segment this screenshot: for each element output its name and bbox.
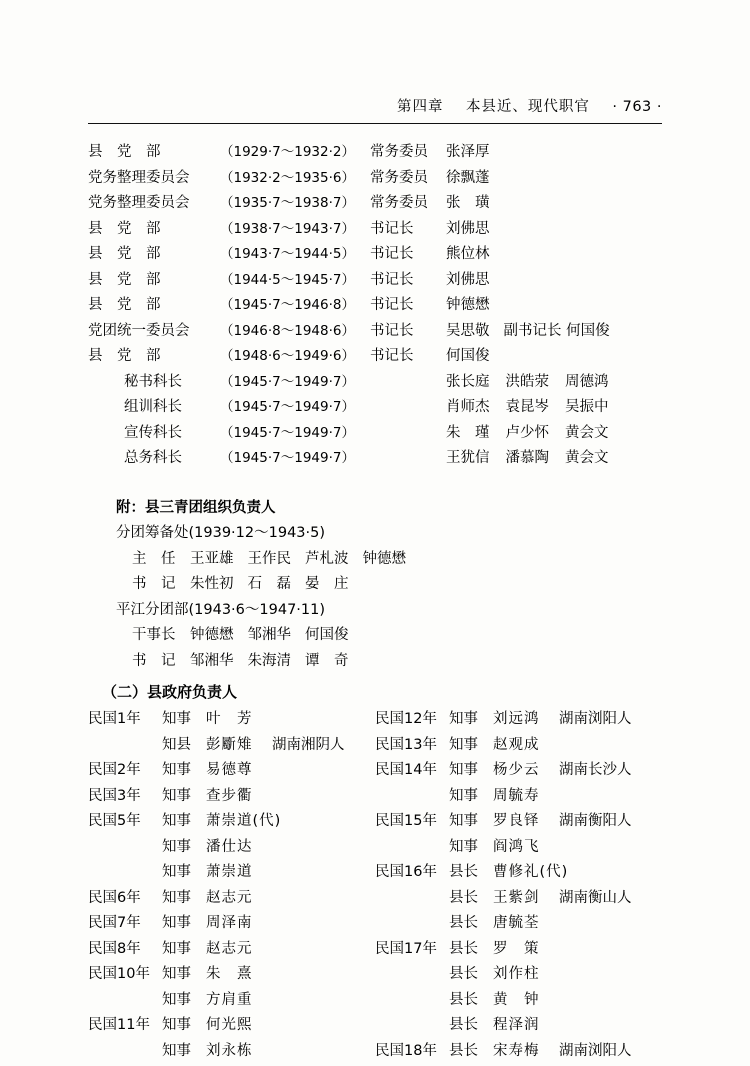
person-name: 吴振中 [565,399,609,415]
org-period: （1935·7～1938·7） [220,195,355,211]
appendix-row [88,649,662,675]
page-content [88,140,662,1064]
list-item [88,758,375,784]
person-name: 朱性初 [190,576,234,592]
person-name: 谭 奇 [305,652,349,669]
gov-origin: 湖南长沙人 [559,762,632,778]
org-name: 秘书科长 [124,373,182,390]
gov-year: 民国6年 [88,889,141,906]
org-name: 县 党 部 [88,271,161,288]
person-name: 何国俊 [446,348,490,364]
org-name: 总务科长 [124,450,182,466]
gov-origin: 湖南衡阳人 [559,813,632,829]
gov-origin: 湖南衡山人 [559,889,632,906]
org-title: 常务委员 [370,144,428,160]
gov-column-right [375,707,662,1064]
table-row [88,293,662,319]
gov-person-name: 宋寿梅 [493,1042,540,1059]
person-name: 洪皓荥 [505,373,549,390]
list-item [375,707,662,733]
gov-title: 知事 [449,736,478,753]
appendix-role-label: 书 记 [132,576,176,592]
table-row [88,395,662,421]
gov-title: 知事 [162,940,191,957]
appendix-names [190,551,406,567]
list-item [88,860,375,886]
party-organization-table [88,140,662,472]
appendix-role-label: 书 记 [132,652,176,669]
person-name: 芦札波 [305,550,349,567]
org-name: 县 党 部 [88,246,161,262]
gov-year: 民国18年 [375,1042,437,1059]
gov-title: 知事 [162,966,191,982]
header-title [397,95,662,116]
person-name: 潘慕陶 [505,450,549,466]
table-row [88,217,662,243]
header-rule [88,123,662,124]
org-people [446,293,490,318]
org-name: 党务整理委员会 [88,169,190,186]
gov-person-name: 方肩重 [206,991,253,1008]
org-name: 宣传科长 [124,424,182,441]
table-row [88,319,662,345]
table-row [88,191,662,217]
page-header [88,95,662,125]
gov-person-name: 黄 钟 [493,991,540,1008]
person-name: 张 璜 [446,195,490,211]
table-row [88,370,662,396]
person-name: 邹湘华 [247,627,291,643]
org-title: 书记长 [370,348,414,364]
gov-person-name: 杨少云 [493,762,540,778]
gov-title: 知事 [162,787,191,804]
person-name: 王作民 [247,550,291,567]
person-name: 邹湘华 [190,652,234,669]
gov-title: 知县 [162,736,191,753]
person-name: 晏 庄 [305,576,349,592]
org-people [446,242,490,267]
table-row [88,446,662,472]
header-chapter: 第四章 [397,99,444,115]
gov-origin: 湖南浏阳人 [559,711,632,727]
gov-person-name: 萧崇道(代) [206,813,282,829]
gov-title: 知事 [162,1017,191,1033]
gov-year: 民国10年 [88,966,150,982]
person-name: 黄会文 [565,424,609,441]
gov-title: 县长 [449,915,478,931]
gov-person-name: 赵观成 [493,736,540,753]
table-row [88,166,662,192]
org-extra: 副书记长 何国俊 [503,322,610,339]
gov-person-name: 查步衢 [206,787,253,804]
org-people [446,395,609,420]
org-people [446,446,609,471]
org-title: 书记长 [370,246,414,262]
gov-person-name: 赵志元 [206,889,253,906]
table-row [88,421,662,447]
list-item [88,707,375,733]
list-item [88,937,375,963]
org-period: （1945·7～1949·7） [220,399,355,415]
list-item [375,988,662,1014]
gov-person-name: 阎鸿飞 [493,838,540,855]
gov-person-name: 曹修礼(代) [493,864,569,880]
org-people [446,217,490,242]
org-name: 县 党 部 [88,297,161,313]
appendix-names [190,576,349,592]
list-item [375,835,662,861]
person-name: 吴思敬 [446,322,490,339]
gov-title: 知事 [449,787,478,804]
list-item [375,1013,662,1039]
person-name: 肖师杰 [446,399,490,415]
list-item [375,758,662,784]
list-item [375,962,662,988]
gov-year: 民国11年 [88,1017,150,1033]
list-item [375,886,662,912]
org-period: （1929·7～1932·2） [220,144,355,160]
gov-title: 知事 [162,711,191,727]
gov-person-name: 刘作柱 [493,966,540,982]
list-item [375,733,662,759]
list-item [375,1039,662,1065]
gov-person-name: 唐毓荃 [493,915,540,931]
person-name: 朱海清 [247,652,291,669]
appendix-group-heading: 平江分团部(1943·6～1947·11) [116,601,326,618]
org-people [446,166,490,191]
gov-title: 知事 [162,889,191,906]
org-period: （1945·7～1946·8） [220,297,355,313]
appendix-names [190,653,349,669]
list-item [375,860,662,886]
appendix-row [88,547,662,573]
gov-person-name: 朱 熹 [206,966,253,982]
org-name: 县 党 部 [88,144,161,160]
person-name: 卢少怀 [505,424,549,441]
list-item [375,911,662,937]
appendix-group-heading: 分团筹备处(1939·12～1943·5) [116,525,326,541]
gov-person-name: 周泽南 [206,915,253,931]
gov-person-name: 王紫剑 [493,889,540,906]
gov-year: 民国16年 [375,864,437,880]
person-name: 熊位林 [446,246,490,262]
page-number: · 763 · [612,99,662,115]
gov-title: 县长 [449,864,478,880]
list-item [375,809,662,835]
section-heading: （二）县政府负责人 [102,683,238,701]
gov-title: 知事 [449,762,478,778]
gov-title: 知事 [449,838,478,855]
person-name: 周德鸿 [565,373,609,390]
table-row [88,242,662,268]
appendix-row [88,623,662,649]
org-people [446,268,490,293]
gov-person-name: 萧崇道 [206,864,253,880]
person-name: 袁昆岑 [505,399,549,415]
person-name: 徐飘蓬 [446,169,490,186]
org-period: （1932·2～1935·6） [220,169,355,186]
gov-title: 县长 [449,1042,478,1059]
gov-title: 县长 [449,991,478,1008]
gov-year: 民国7年 [88,915,141,931]
gov-title: 知事 [162,762,191,778]
gov-origin: 湖南浏阳人 [559,1042,632,1059]
gov-year: 民国14年 [375,762,437,778]
gov-person-name: 潘仕达 [206,838,253,855]
table-row [88,140,662,166]
list-item [375,937,662,963]
gov-title: 县长 [449,1017,478,1033]
appendix-role-label: 主 任 [132,550,176,567]
person-name: 钟德懋 [446,297,490,313]
org-people [446,319,490,344]
gov-title: 县长 [449,940,478,957]
org-name: 党务整理委员会 [88,195,190,211]
gov-person-name: 周毓寿 [493,787,540,804]
gov-person-name: 赵志元 [206,940,253,957]
person-name: 石 磊 [247,576,291,592]
appendix-names [190,627,349,643]
org-people [446,370,609,395]
person-name: 张长庭 [446,373,490,390]
gov-title: 知事 [162,1042,191,1059]
org-people [446,421,609,446]
gov-year: 民国5年 [88,813,141,829]
gov-person-name: 程泽润 [493,1017,540,1033]
gov-person-name: 罗良铎 [493,813,540,829]
gov-title: 知事 [162,864,191,880]
person-name: 朱 瑾 [446,424,490,441]
gov-origin: 湖南湘阴人 [272,736,345,753]
org-period: （1945·7～1949·7） [220,450,355,466]
list-item [88,733,375,759]
appendix-groups [88,521,662,674]
person-name: 张泽厚 [446,144,490,160]
gov-year: 民国1年 [88,711,141,727]
gov-person-name: 刘远鸿 [493,711,540,727]
gov-person-name: 叶 芳 [206,711,253,727]
appendix-title: 附：县三青团组织负责人 [116,499,276,516]
org-name: 组训科长 [124,399,182,415]
person-name: 王亚雄 [190,550,234,567]
org-name: 党团统一委员会 [88,322,190,339]
org-period: （1938·7～1943·7） [220,220,355,237]
org-title: 书记长 [370,322,414,339]
list-item [88,1039,375,1065]
org-title: 书记长 [370,220,414,237]
org-title: 书记长 [370,297,414,313]
list-item [88,962,375,988]
gov-title: 知事 [162,838,191,855]
gov-person-name: 易德尊 [206,762,253,778]
gov-title: 知事 [162,813,191,829]
person-name: 刘佛思 [446,271,490,288]
org-period: （1945·7～1949·7） [220,424,355,441]
gov-column-left [88,707,375,1064]
gov-title: 县长 [449,889,478,906]
appendix-block [88,496,662,675]
list-item [88,988,375,1014]
list-item [88,886,375,912]
org-people [446,191,490,216]
list-item [88,835,375,861]
table-row [88,268,662,294]
gov-year: 民国15年 [375,813,437,829]
org-period: （1944·5～1945·7） [220,271,355,288]
org-period: （1948·6～1949·6） [220,348,355,364]
person-name: 何国俊 [305,627,349,643]
gov-year: 民国8年 [88,940,141,957]
list-item [88,784,375,810]
org-title: 常务委员 [370,195,428,211]
org-name: 县 党 部 [88,348,161,364]
person-name: 钟德懋 [190,627,234,643]
org-people [446,344,490,369]
org-people [446,140,490,165]
org-title: 书记长 [370,271,414,288]
gov-year: 民国17年 [375,940,437,957]
header-section-title: 本县近、现代职官 [465,99,590,115]
gov-year: 民国2年 [88,762,141,778]
gov-year: 民国13年 [375,736,437,753]
person-name: 钟德懋 [362,550,406,567]
gov-title: 知事 [162,991,191,1008]
list-item [88,1013,375,1039]
gov-title: 县长 [449,966,478,982]
list-item [88,809,375,835]
gov-year: 民国12年 [375,711,437,727]
appendix-row [88,572,662,598]
gov-title: 知事 [449,711,478,727]
org-period: （1945·7～1949·7） [220,373,355,390]
org-title: 常务委员 [370,169,428,186]
list-item [375,784,662,810]
gov-title: 知事 [162,915,191,931]
appendix-role-label: 干事长 [132,627,176,643]
org-period: （1943·7～1944·5） [220,246,355,262]
table-row [88,344,662,370]
person-name: 刘佛思 [446,220,490,237]
gov-year: 民国3年 [88,787,141,804]
gov-person-name: 罗 策 [493,940,540,957]
gov-person-name: 彭斸雉 [206,736,253,753]
org-period: （1946·8～1948·6） [220,322,355,339]
gov-person-name: 刘永栋 [206,1042,253,1059]
government-officials-list [88,707,662,1064]
gov-title: 知事 [449,813,478,829]
list-item [88,911,375,937]
gov-person-name: 何光熙 [206,1017,253,1033]
person-name: 王犹信 [446,450,490,466]
org-name: 县 党 部 [88,220,161,237]
person-name: 黄会文 [565,450,609,466]
